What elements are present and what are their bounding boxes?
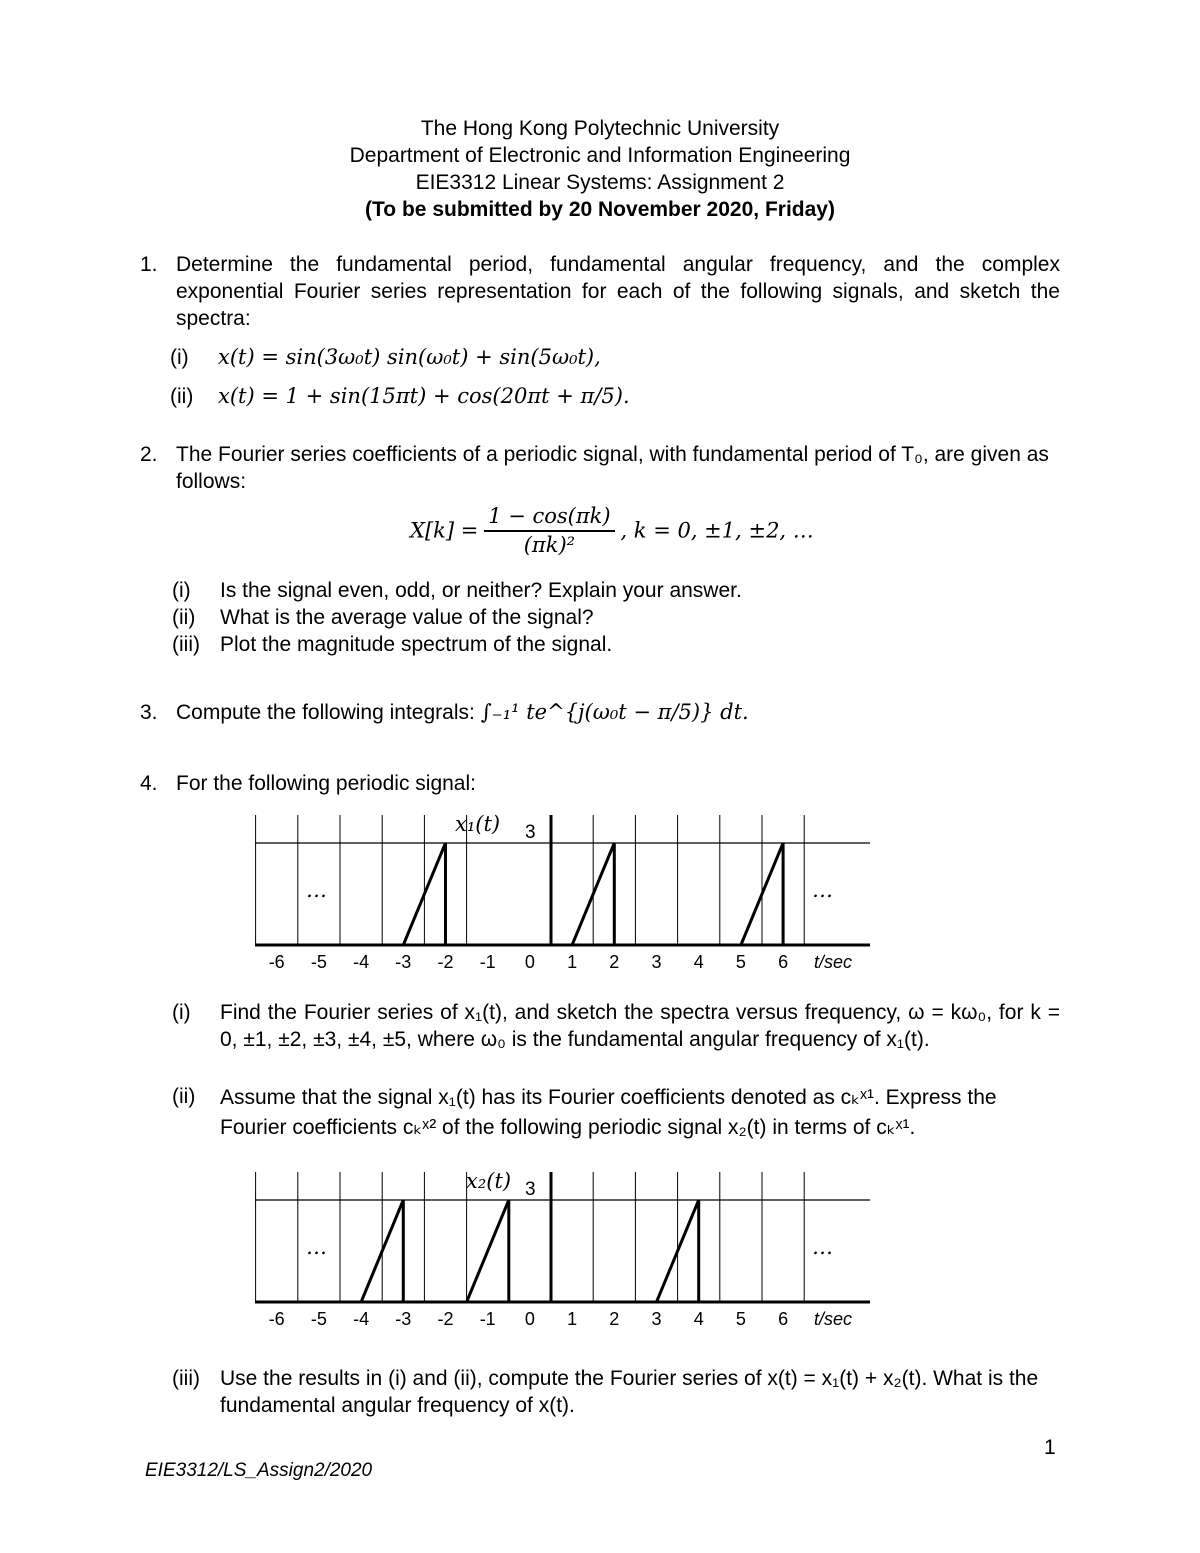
tick-label: 4	[693, 1309, 704, 1329]
deadline-text: (To be submitted by 20 November 2020, Friday)	[365, 198, 835, 221]
equation: x(t) = sin(3ω₀t) sin(ω₀t) + sin(5ω₀t),	[218, 345, 601, 369]
tick-label: 3	[651, 1309, 662, 1329]
tick-label: 2	[609, 1309, 620, 1329]
q4-part-i	[172, 999, 1060, 1053]
right-ellipsis: …	[812, 1235, 833, 1259]
tick-label: -2	[437, 952, 454, 972]
tick-label: 5	[735, 952, 746, 972]
eq-denominator: (πk)²	[523, 533, 576, 557]
tick-label: -4	[353, 1309, 370, 1329]
tick-label: -6	[268, 952, 285, 972]
q1-part-ii	[170, 383, 1050, 410]
q2-part-i	[172, 577, 1052, 604]
tick-label: 1	[567, 1309, 578, 1329]
question-2	[140, 441, 1060, 495]
question-3	[140, 699, 1060, 726]
question-text: The Fourier series coefficients of a periodic signal, with fundamental period of T₀, are given as follows:	[176, 443, 1049, 493]
q4-part-iii	[172, 1365, 1060, 1419]
signal-label: x₂(t)	[466, 1169, 512, 1193]
part-text: Is the signal even, odd, or neither? Explain your answer.	[220, 579, 742, 602]
question-text: Compute the following integrals:	[176, 701, 475, 724]
tick-label: 1	[567, 952, 578, 972]
left-ellipsis: …	[306, 878, 327, 902]
signal-ramps	[361, 1200, 699, 1302]
equation: x(t) = 1 + sin(15πt) + cos(20πt + π/5).	[218, 384, 630, 408]
course-title: EIE3312 Linear Systems: Assignment 2	[415, 171, 785, 194]
part-label: (ii)	[172, 606, 196, 629]
tick-labels	[269, 1309, 788, 1329]
department-name: Department of Electronic and Information Engineering	[349, 144, 851, 167]
tick-label: 0	[524, 952, 535, 972]
part-label: (i)	[170, 346, 189, 369]
axis-unit-label: t/sec	[814, 952, 853, 972]
tick-label: -4	[353, 952, 370, 972]
tick-label: 5	[735, 1309, 746, 1329]
tick-label: 6	[778, 1309, 789, 1329]
tick-label: 2	[609, 952, 620, 972]
university-name: The Hong Kong Polytechnic University	[420, 117, 780, 140]
part-label: (iii)	[172, 1367, 200, 1390]
peak-value-label: 3	[525, 822, 536, 843]
tick-label: -1	[479, 952, 496, 972]
eq-rhs: , k = 0, ±1, ±2, …	[620, 518, 814, 543]
eq-lhs: X[k] =	[410, 518, 479, 543]
left-ellipsis: …	[306, 1235, 327, 1259]
integral-expression: ∫₋₁¹ te^{j(ω₀t − π/5)} dt.	[480, 700, 749, 724]
signal-label: x₁(t)	[455, 812, 501, 836]
tick-label: -5	[310, 952, 327, 972]
coefficient-equation	[410, 503, 814, 559]
peak-value-label: 3	[525, 1179, 536, 1200]
part-label: (ii)	[170, 385, 194, 408]
part-text: Use the results in (i) and (ii), compute the Fourier series of x(t) = x₁(t) + x₂(t). What is the fundamental angular frequency of x(t).	[220, 1367, 1039, 1417]
tick-label: -5	[310, 1309, 327, 1329]
part-text: Assume that the signal x₁(t) has its Fourier coefficients denoted as cₖˣ¹. Express the Fourier coefficients cₖˣ² of the following periodic signal x₂(t) in terms of cₖˣ¹.	[220, 1086, 997, 1139]
question-1	[140, 251, 1060, 332]
part-text: Plot the magnitude spectrum of the signal.	[220, 633, 613, 656]
right-ellipsis: …	[812, 878, 833, 902]
part-text: Find the Fourier series of x₁(t), and sketch the spectra versus frequency, ω = kω₀, for k = 0, ±1, ±2, ±3, ±4, ±5, where ω₀ is the fundamental angular frequency of x₁(t).	[220, 1001, 1060, 1051]
ramp-segment	[467, 1200, 509, 1302]
q2-part-iii	[172, 631, 1052, 658]
tick-label: 4	[693, 952, 704, 972]
part-label: (iii)	[172, 633, 200, 656]
eq-fraction	[484, 503, 614, 559]
axis-unit-label: t/sec	[814, 1309, 853, 1329]
question-text: Determine the fundamental period, fundamental angular frequency, and the complex exponential Fourier series representation for each of the following signals, and sketch the spectra:	[176, 253, 1060, 330]
page-number: 1	[1044, 1436, 1056, 1459]
tick-label: -2	[437, 1309, 454, 1329]
tick-label: -3	[395, 1309, 412, 1329]
document-code: EIE3312/LS_Assign2/2020	[145, 1460, 373, 1481]
q2-part-ii	[172, 604, 1052, 631]
tick-label: -6	[268, 1309, 285, 1329]
question-text-row	[176, 699, 1060, 726]
question-number: 2.	[140, 443, 158, 466]
part-label: (i)	[172, 1001, 191, 1024]
tick-label: -3	[395, 952, 412, 972]
tick-labels	[269, 952, 788, 972]
part-label: (ii)	[172, 1085, 196, 1108]
eq-numerator: 1 − cos(πk)	[484, 503, 614, 532]
graph-x1	[240, 805, 880, 980]
question-number: 4.	[140, 772, 158, 795]
q4-part-ii	[172, 1083, 1060, 1143]
tick-label: 6	[778, 952, 789, 972]
part-label: (i)	[172, 579, 191, 602]
question-text: For the following periodic signal:	[176, 772, 476, 795]
tick-label: 0	[524, 1309, 535, 1329]
part-text: What is the average value of the signal?	[220, 606, 594, 629]
submission-deadline	[0, 196, 1200, 223]
tick-label: -1	[479, 1309, 496, 1329]
question-number: 1.	[140, 253, 158, 276]
question-number: 3.	[140, 701, 158, 724]
question-4	[140, 770, 1060, 797]
graph-x2	[240, 1162, 880, 1337]
q1-part-i	[170, 344, 1050, 371]
tick-label: 3	[651, 952, 662, 972]
